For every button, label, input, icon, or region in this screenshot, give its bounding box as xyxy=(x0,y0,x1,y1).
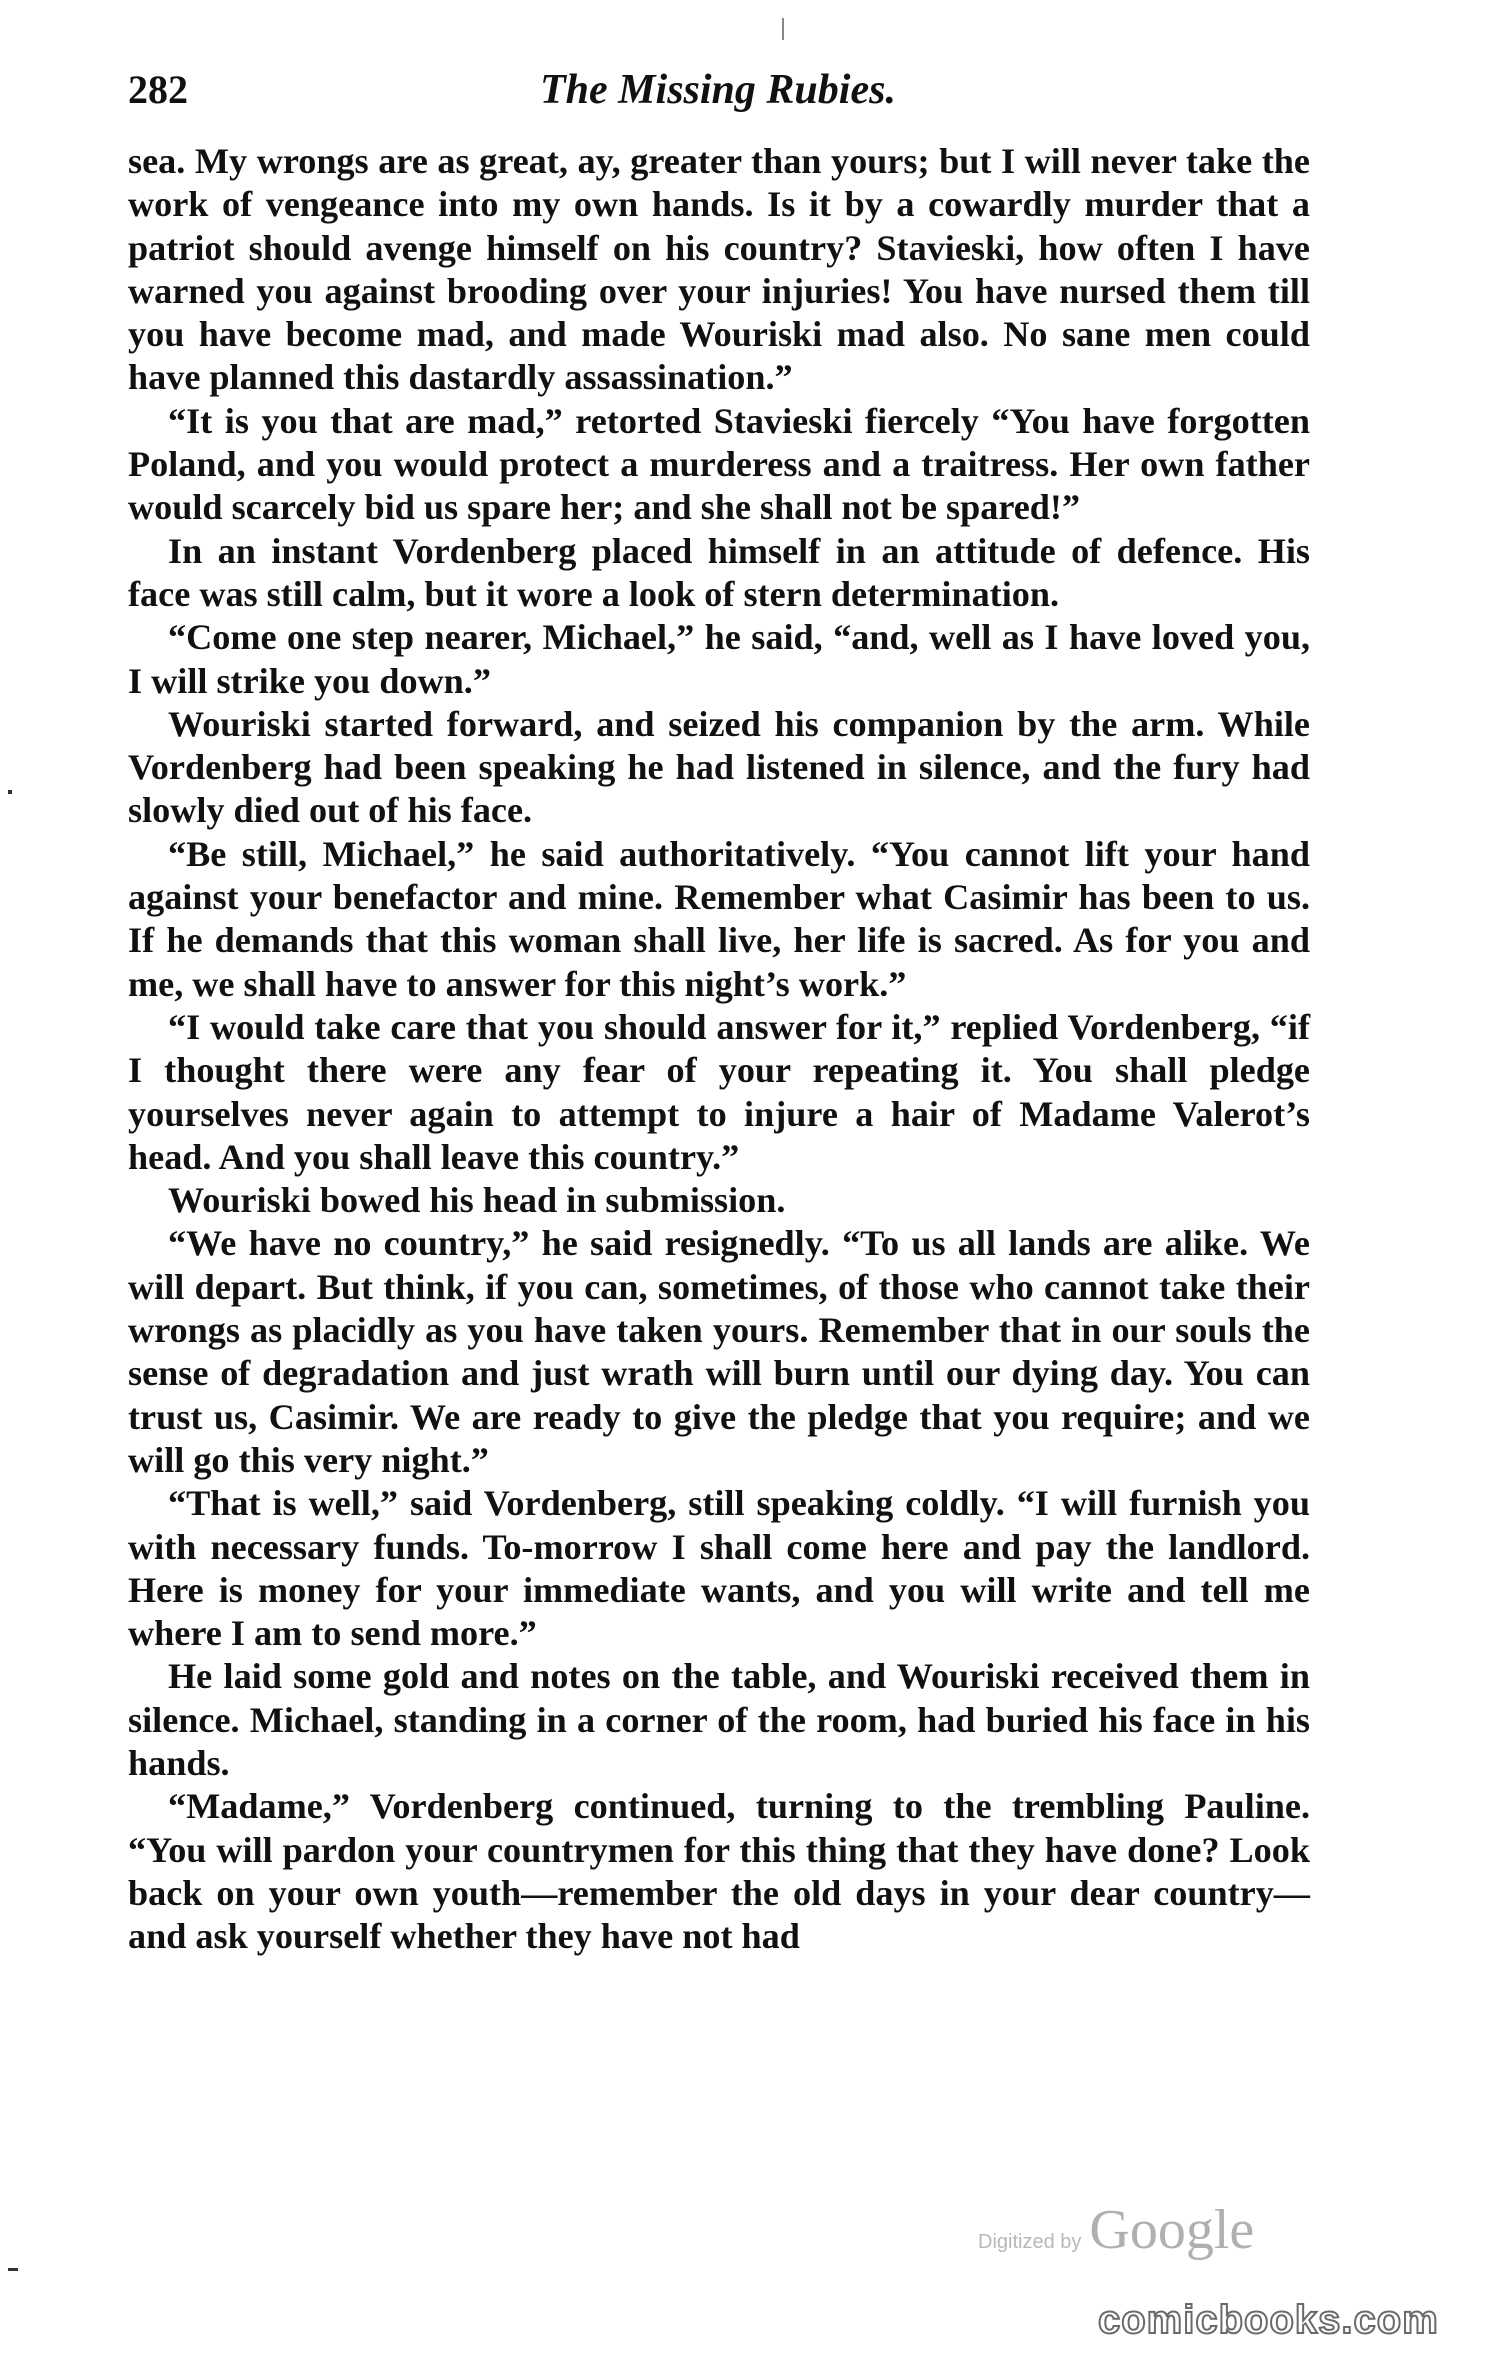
running-title: The Missing Rubies. xyxy=(540,67,896,113)
paragraph: Wouriski started forward, and seized his companion by the arm. While Vordenberg had been speaking he had listened in silence, and the fury had slowly died out of his face. xyxy=(128,703,1310,831)
print-speck xyxy=(8,2268,18,2271)
paragraph: “Come one step nearer, Michael,” he said, “and, well as I have loved you, I will strike you down.” xyxy=(128,617,1310,701)
running-head xyxy=(128,66,1308,126)
page-number: 282 xyxy=(128,67,188,112)
site-watermark: comicbooks.com xyxy=(1098,2298,1439,2342)
paragraph: “That is well,” said Vordenberg, still speaking coldly. “I will furnish you with necessary funds. To-morrow I shall come here and pay the landlord. Here is money for your immediate wants, and you will write and tell me where I am to send more.” xyxy=(128,1483,1310,1654)
print-speck xyxy=(782,18,784,40)
paragraph: “Be still, Michael,” he said authoritatively. “You cannot lift your hand against your benefactor and mine. Remember what Casimir has been to us. If he demands that this woman shall live, her life is sacred. As for you and me, we shall have to answer for this night’s work.” xyxy=(128,833,1310,1004)
paragraph: He laid some gold and notes on the table, and Wouriski received them in silence. Michael, standing in a corner of the room, had buried his face in his hands. xyxy=(128,1656,1310,1783)
digitized-by-google-watermark xyxy=(978,2198,1255,2261)
body-text xyxy=(128,140,1310,1958)
paragraph: “It is you that are mad,” retorted Stavieski fiercely “You have forgotten Poland, and you would protect a murderess and a traitress. Her own father would scarcely bid us spare her; and she shall not be spared!” xyxy=(128,400,1310,528)
google-logo: Google xyxy=(1089,2199,1255,2261)
paragraph: “I would take care that you should answer for it,” replied Vordenberg, “if I thought there were any fear of your repeating it. You shall pledge yourselves never again to attempt to injure a hair of Madame Valerot’s head. And you shall leave this country.” xyxy=(128,1006,1310,1177)
paragraph: “Madame,” Vordenberg continued, turning to the trembling Pauline. “You will pardon your countrymen for this thing that they have done? Look back on your own youth—remember the old days in your dear country—and ask yourself whether they have not had xyxy=(128,1786,1310,1957)
paragraph: Wouriski bowed his head in submission. xyxy=(168,1180,786,1221)
paragraph: sea. My wrongs are as great, ay, greater than yours; but I will never take the work of vengeance into my own hands. Is it by a cowardly murder that a patriot should avenge himself on his country? Stavieski, how often I have warned you against brooding over your injuries! You have nursed them till you have become mad, and made Wouriski mad also. No sane men could have planned this dastardly assassination.” xyxy=(128,141,1310,398)
print-speck xyxy=(8,790,12,794)
paragraph: “We have no country,” he said resignedly. “To us all lands are alike. We will depart. But think, if you can, sometimes, of those who cannot take their wrongs as placidly as you have taken yours. Remember that in our souls the sense of degradation and just wrath will burn until our dying day. You can trust us, Casimir. We are ready to give the pledge that you require; and we will go this very night.” xyxy=(128,1223,1310,1480)
paragraph: In an instant Vordenberg placed himself in an attitude of defence. His face was still calm, but it wore a look of stern determination. xyxy=(128,530,1310,614)
digitized-by-label: Digitized by xyxy=(978,2231,1082,2253)
